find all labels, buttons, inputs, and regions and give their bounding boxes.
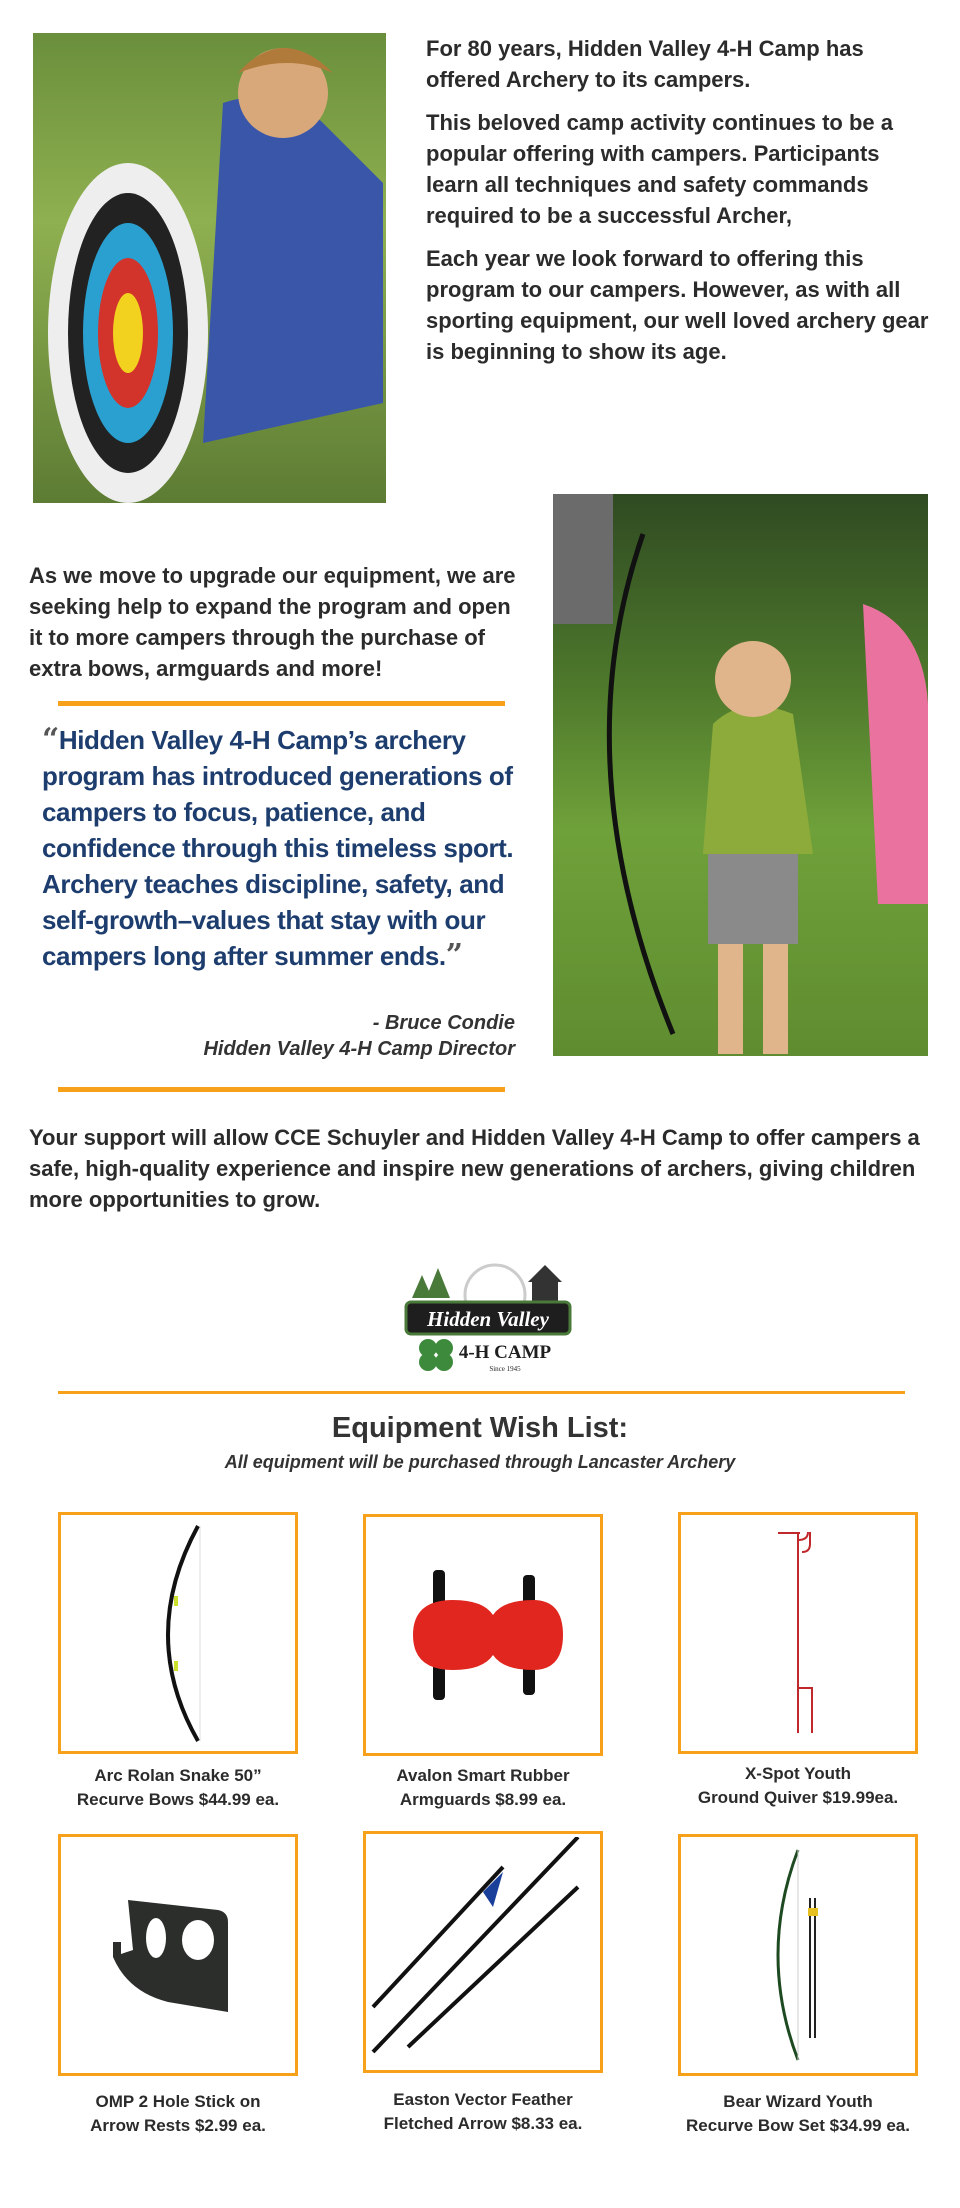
- photo-boy-at-target: [33, 33, 386, 503]
- product-name: OMP 2 Hole Stick on: [95, 2092, 261, 2111]
- product-card-armguard[interactable]: [363, 1514, 603, 1756]
- product-price: Arrow Rests $2.99 ea.: [90, 2116, 266, 2135]
- product-card-ground-quiver[interactable]: [678, 1512, 918, 1754]
- product-card-youth-bow-set[interactable]: [678, 1834, 918, 2076]
- logo-camp: 4-H CAMP: [458, 1342, 552, 1363]
- intro-text: [426, 33, 936, 379]
- product-caption: [28, 1764, 328, 1812]
- product-price: Armguards $8.99 ea.: [399, 1790, 567, 1809]
- product-name: Bear Wizard Youth: [723, 2092, 873, 2111]
- quote-text: Hidden Valley 4-H Camp’s archery program has introduced generations of campers to focus, patience, and confidence through this timeless sport. Archery teaches discipline, safety, and self-growth–values that stay with our campers long after summer ends.: [42, 725, 514, 971]
- photo-kids-archery: [553, 494, 928, 1056]
- director-quote: [42, 722, 542, 974]
- arrows-image: [368, 1837, 598, 2067]
- kids-illustration: [553, 494, 928, 1056]
- product-name: Arc Rolan Snake 50”: [94, 1766, 262, 1785]
- intro-paragraph-2: This beloved camp activity continues to be a popular offering with campers. Participants learn all techniques and safety commands required to be a successful Archer,: [426, 110, 894, 228]
- product-name: X-Spot Youth: [744, 1764, 852, 1783]
- logo-since: Since 1945: [489, 1365, 521, 1373]
- product-price: Ground Quiver $19.99ea.: [697, 1788, 899, 1807]
- divider-bottom: [58, 1087, 505, 1092]
- product-caption: [28, 2090, 328, 2138]
- divider-wishlist: [58, 1391, 905, 1394]
- product-price: Recurve Bow Set $34.99 ea.: [686, 2116, 910, 2135]
- quote-author-role: Hidden Valley 4-H Camp Director: [203, 1038, 515, 1060]
- armguard-image: [393, 1570, 573, 1700]
- youth-bow-image: [748, 1848, 848, 2063]
- quote-author: - Bruce Condie: [372, 1012, 515, 1034]
- target-illustration: [33, 33, 386, 503]
- ground-quiver-image: [758, 1528, 838, 1738]
- logo-name: Hidden Valley: [427, 1307, 549, 1331]
- intro-paragraph-1: For 80 years, Hidden Valley 4-H Camp has offered Archery to its campers.: [426, 36, 864, 92]
- product-price: Fletched Arrow $8.33 ea.: [383, 2114, 583, 2133]
- intro-paragraph-3: Each year we look forward to offering this program to our campers. However, as with all sporting equipment, our well loved archery gear is beginning to show its age.: [426, 246, 929, 364]
- product-caption: [333, 2088, 633, 2136]
- wishlist-subtitle: All equipment will be purchased through Lancaster Archery: [224, 1452, 736, 1472]
- wishlist-title: Equipment Wish List:: [331, 1412, 629, 1444]
- product-card-recurve-bow[interactable]: [58, 1512, 298, 1754]
- hidden-valley-logo: [400, 1250, 576, 1375]
- divider-top: [58, 701, 505, 706]
- open-quote-mark: “: [42, 722, 59, 757]
- close-quote-mark: ”: [445, 938, 463, 973]
- product-name: Avalon Smart Rubber: [396, 1766, 570, 1785]
- product-price: Recurve Bows $44.99 ea.: [76, 1790, 280, 1809]
- quote-attribution: [203, 1010, 515, 1062]
- upgrade-paragraph: As we move to upgrade our equipment, we are seeking help to expand the program and open it to more campers through the purchase of extra bows, armguards and more!: [29, 563, 516, 681]
- arrow-rest-image: [98, 1890, 258, 2020]
- product-card-arrows[interactable]: [363, 1831, 603, 2073]
- recurve-bow-image: [118, 1521, 238, 1746]
- product-name: Easton Vector Feather: [393, 2090, 573, 2109]
- support-paragraph: Your support will allow CCE Schuyler and Hidden Valley 4-H Camp to offer campers a safe, high-quality experience and inspire new generations of archers, giving children more opportunities to grow.: [29, 1125, 920, 1212]
- product-caption: [648, 2090, 948, 2138]
- product-card-arrow-rest[interactable]: [58, 1834, 298, 2076]
- product-caption: [648, 1762, 948, 1810]
- product-caption: [333, 1764, 633, 1812]
